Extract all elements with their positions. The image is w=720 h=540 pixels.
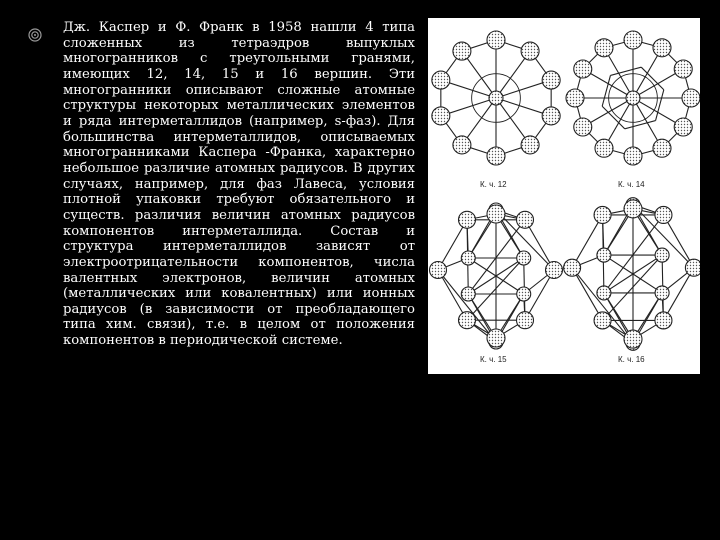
- atom: [624, 147, 642, 165]
- atom: [517, 211, 534, 228]
- body-paragraph: Дж. Каспер и Ф. Франк в 1958 нашли 4 типа сложенных из тетраэдров выпуклых многогранников с треугольными гранями, имеющих 12, 14, 15 и 16 вершин. Эти многогранники описывают сложные атомные структуры некоторых металлических элементов и ряда интерметаллидов (например, s-фаз). Для большинства интерметаллидов, описываемых многогранниками Каспера -Франка, характерно небольшое различие атомных радиусов. В других случаях, например, для фаз Лавеса, условия плотной упаковки требуют обязательного и существ. различия величин атомных радиусов компонентов интерметаллида. Состав и структура интерметаллидов зависят от электроотрицательности компонентов, числа валентных электронов, величин атомных (металлических или ковалентных) или ионных радиусов (в зависимости от преобладающего типа хим. связи), т.е. в целом от положения компонентов в периодической системе.: [63, 20, 415, 349]
- atom: [517, 312, 534, 329]
- atom: [655, 206, 672, 223]
- atom: [487, 147, 505, 165]
- atom: [594, 312, 611, 329]
- target-bullet-icon: [28, 28, 42, 42]
- atom: [566, 89, 584, 107]
- kasper-frank-polyhedra-figure: [428, 18, 700, 374]
- atom: [459, 312, 476, 329]
- atom: [595, 139, 613, 157]
- atom: [453, 42, 471, 60]
- polyhedron-cn12-label: К. ч. 12: [480, 180, 507, 189]
- atom: [594, 206, 611, 223]
- atom: [674, 118, 692, 136]
- atom: [430, 262, 447, 279]
- polyhedron-cn15-label: К. ч. 15: [480, 355, 507, 364]
- atom: [487, 329, 505, 347]
- polyhedron-cn12-diagram: [432, 31, 560, 165]
- atom: [655, 312, 672, 329]
- polyhedron-cn16-label: К. ч. 16: [618, 355, 645, 364]
- atom: [626, 91, 640, 105]
- atom: [461, 251, 475, 265]
- atom: [542, 71, 560, 89]
- atom: [655, 286, 669, 300]
- atom: [653, 139, 671, 157]
- atom: [685, 259, 700, 276]
- atom: [453, 136, 471, 154]
- atom: [521, 42, 539, 60]
- atom: [595, 39, 613, 57]
- atom: [432, 107, 450, 125]
- atom: [517, 251, 531, 265]
- atom: [597, 248, 611, 262]
- atom: [653, 39, 671, 57]
- atom: [542, 107, 560, 125]
- atom: [517, 287, 531, 301]
- polyhedron-cn14-diagram: [566, 31, 700, 165]
- atom: [546, 262, 563, 279]
- polyhedron-cn14-label: К. ч. 14: [618, 180, 645, 189]
- polyhedron-cn16-diagram: [564, 198, 700, 351]
- atom: [624, 31, 642, 49]
- atom: [461, 287, 475, 301]
- atom: [432, 71, 450, 89]
- atom: [487, 31, 505, 49]
- atom: [487, 205, 505, 223]
- atom: [574, 118, 592, 136]
- atom: [574, 60, 592, 78]
- atom: [597, 286, 611, 300]
- atom: [564, 259, 581, 276]
- atom: [624, 200, 642, 218]
- atom: [624, 330, 642, 348]
- atom: [521, 136, 539, 154]
- atom: [655, 248, 669, 262]
- atom: [674, 60, 692, 78]
- atom: [459, 211, 476, 228]
- atom: [682, 89, 700, 107]
- polyhedron-cn15-diagram: [430, 203, 563, 349]
- atom: [489, 91, 503, 105]
